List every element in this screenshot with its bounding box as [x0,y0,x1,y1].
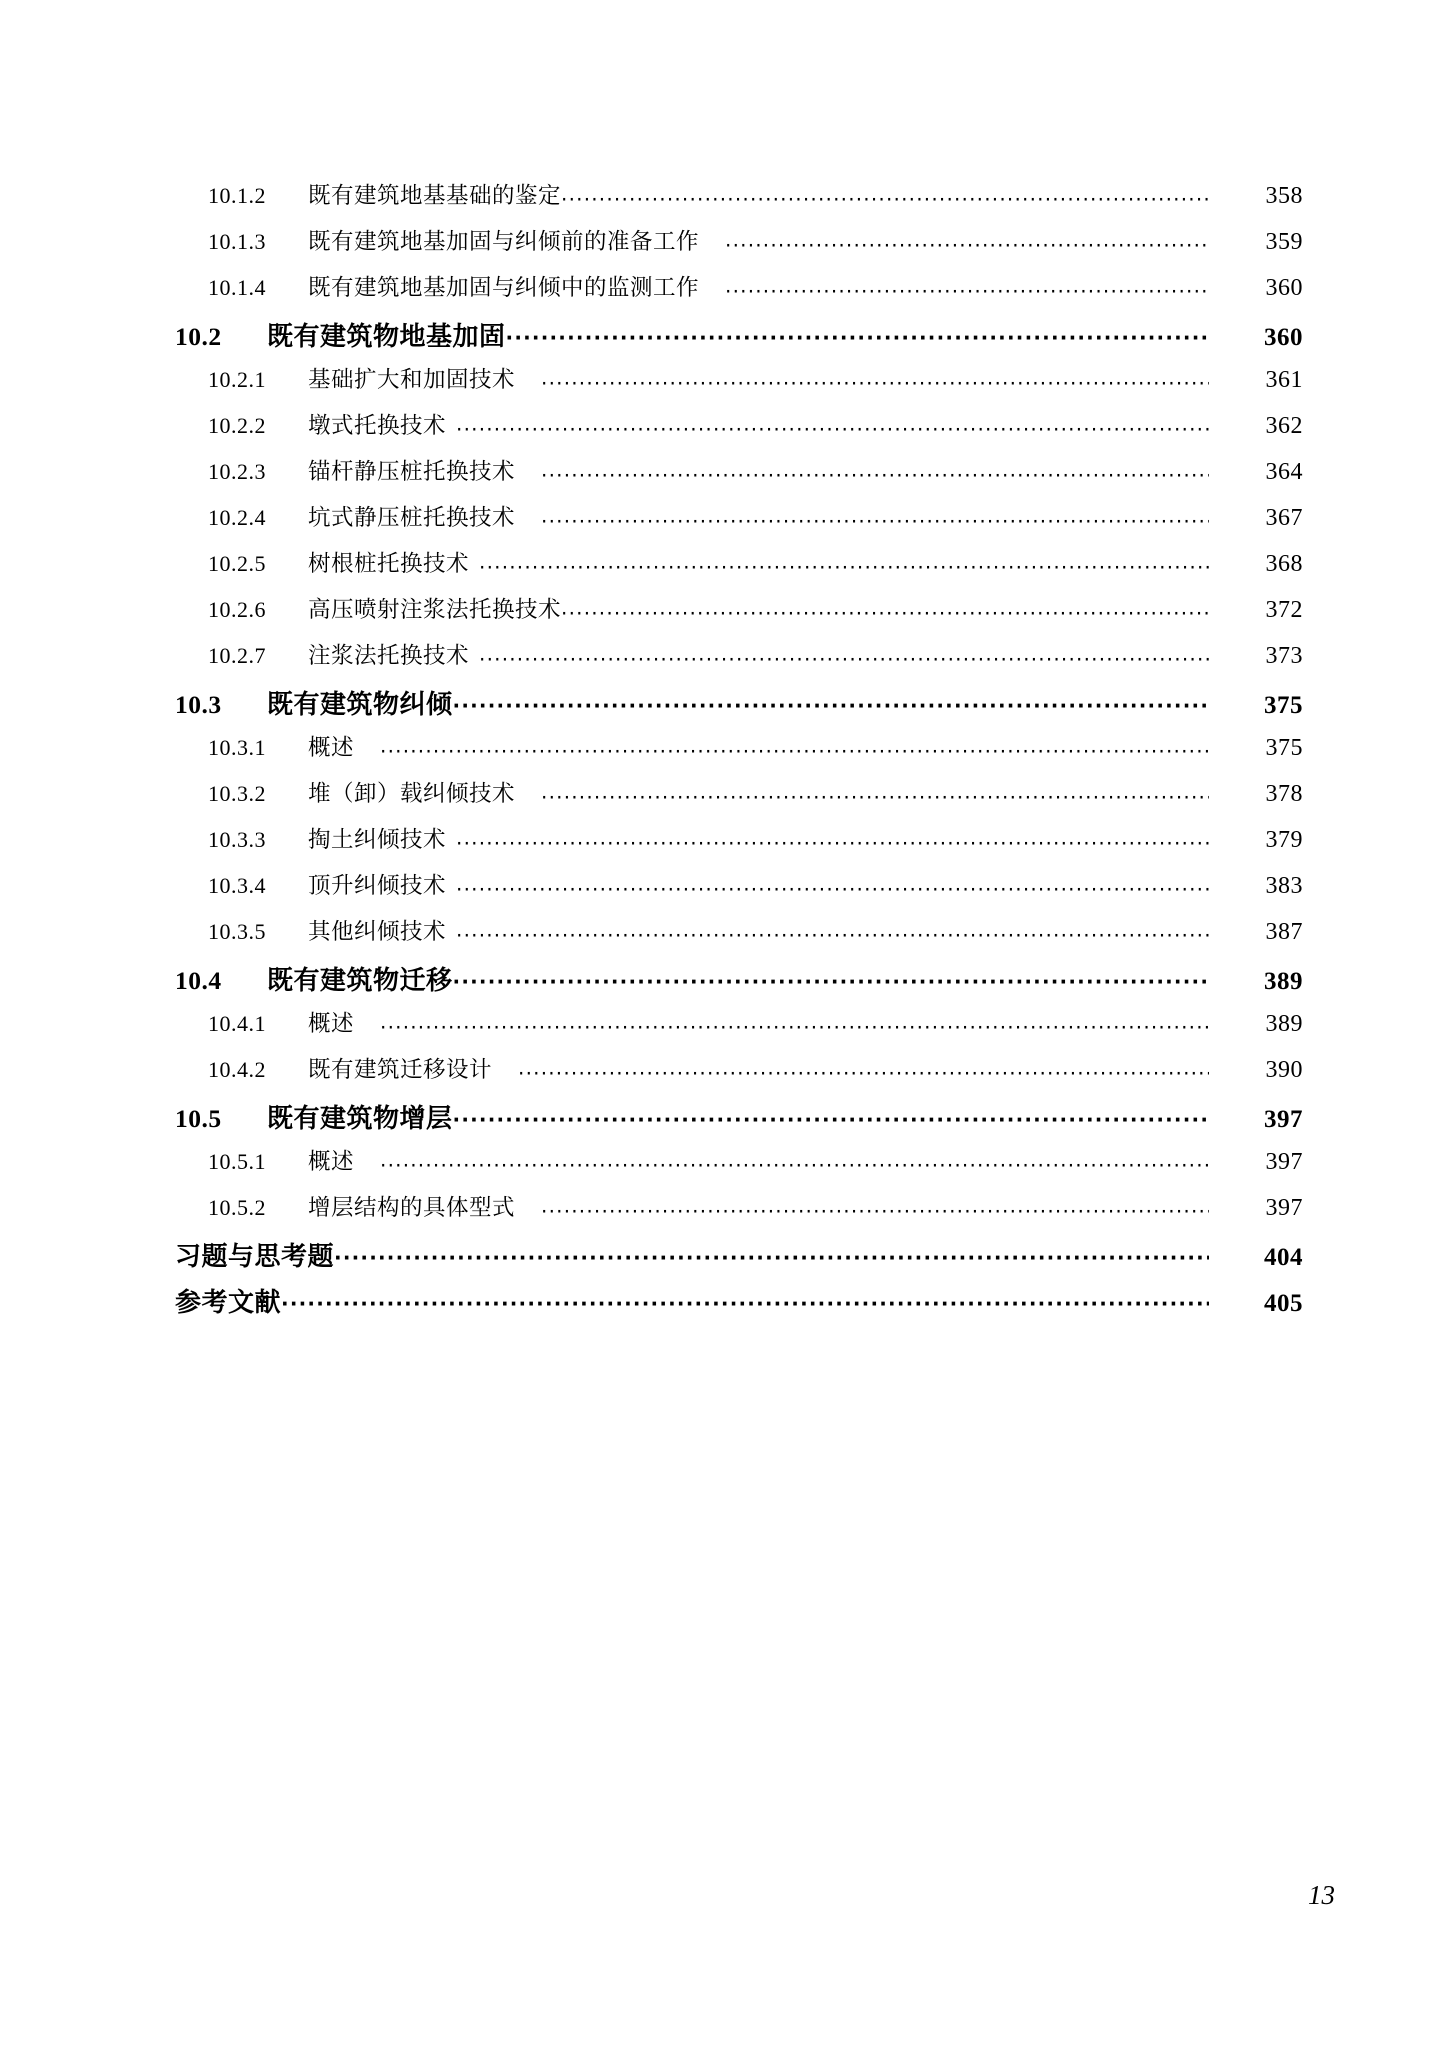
toc-entry-number: 10.5.1 [208,1149,266,1174]
toc-dot-leader [456,880,1209,902]
toc-entry[interactable] [208,776,1303,822]
toc-entry-page-number: 359 [1265,229,1303,255]
toc-dot-leader [456,926,1209,948]
toc-entry-title: 参考文献 [175,1288,282,1318]
toc-entry-title: 概述 [308,735,355,761]
toc-entry-page-number: 375 [1264,692,1303,719]
toc-entry-number: 10.2.2 [208,413,266,438]
toc-entry-page-number: 358 [1265,183,1303,209]
toc-entry-number: 10.3.4 [208,873,266,898]
toc-dot-leader [506,326,1209,352]
toc-entry-number: 10.2.7 [208,643,266,668]
toc-entry-title: 增层结构的具体型式 [308,1195,516,1221]
toc-entry[interactable] [175,1098,1303,1144]
toc-dot-leader [541,374,1209,396]
toc-dot-leader [380,1018,1209,1040]
toc-entry-number: 10.3.1 [208,735,266,760]
toc-entry-page-number: 360 [1265,275,1303,301]
toc-entry-page-number: 405 [1264,1290,1303,1317]
toc-entry[interactable] [208,1144,1303,1190]
toc-entry-title: 既有建筑物增层 [267,1104,453,1134]
toc-entry-page-number: 360 [1264,324,1303,351]
toc-entry-number: 10.2.4 [208,505,266,530]
toc-entry-page-number: 397 [1265,1195,1303,1221]
toc-entry-page-number: 379 [1265,827,1303,853]
toc-entry-title: 既有建筑物纠倾 [267,690,453,720]
toc-entry-number: 10.2 [175,322,222,351]
toc-entry[interactable] [208,592,1303,638]
toc-entry-title: 锚杆静压桩托换技术 [308,459,516,485]
toc-entry-page-number: 372 [1265,597,1303,623]
toc-entry[interactable] [208,546,1303,592]
toc-entry[interactable] [208,408,1303,454]
toc-entry-title: 坑式静压桩托换技术 [308,505,516,531]
toc-entry-page-number: 373 [1265,643,1303,669]
toc-entry-page-number: 378 [1265,781,1303,807]
toc-entry[interactable] [208,362,1303,408]
toc-entry-title: 掏土纠倾技术 [308,827,447,853]
toc-entry-page-number: 389 [1265,1011,1303,1037]
toc-entry[interactable] [208,500,1303,546]
toc-entry-number: 10.2.1 [208,367,266,392]
toc-entry-title: 既有建筑物地基加固 [267,322,506,352]
toc-entry-page-number: 361 [1265,367,1303,393]
toc-dot-leader [541,512,1209,534]
toc-entry-page-number: 397 [1265,1149,1303,1175]
toc-entry-title: 顶升纠倾技术 [308,873,447,899]
toc-dot-leader [453,1108,1209,1134]
toc-dot-leader [456,834,1209,856]
toc-dot-leader [725,282,1209,304]
toc-entry[interactable] [208,1052,1303,1098]
toc-entry-title: 既有建筑地基加固与纠倾前的准备工作 [308,229,700,255]
toc-entry[interactable] [208,454,1303,500]
toc-entry-title: 既有建筑物迁移 [267,966,453,996]
toc-entry-page-number: 397 [1264,1106,1303,1133]
toc-dot-leader [541,466,1209,488]
toc-entry-page-number: 375 [1265,735,1303,761]
table-of-contents [175,178,1303,1328]
toc-entry-title: 墩式托换技术 [308,413,447,439]
toc-dot-leader [456,420,1209,442]
toc-entry-title: 习题与思考题 [175,1242,335,1272]
toc-entry[interactable] [175,684,1303,730]
toc-entry-title: 树根桩托换技术 [308,551,470,577]
toc-entry[interactable] [208,730,1303,776]
toc-entry-number: 10.3 [175,690,222,719]
toc-entry-number: 10.3.3 [208,827,266,852]
toc-entry-title: 既有建筑迁移设计 [308,1057,493,1083]
toc-entry-title: 基础扩大和加固技术 [308,367,516,393]
toc-entry-page-number: 404 [1264,1244,1303,1271]
toc-entry-title: 其他纠倾技术 [308,919,447,945]
toc-entry-title: 概述 [308,1149,355,1175]
toc-entry-number: 10.1.2 [208,183,266,208]
toc-dot-leader [380,1156,1209,1178]
toc-entry-number: 10.4.1 [208,1011,266,1036]
toc-entry-number: 10.4.2 [208,1057,266,1082]
toc-entry[interactable] [175,316,1303,362]
toc-entry-title: 注浆法托换技术 [308,643,470,669]
toc-entry-page-number: 387 [1265,919,1303,945]
toc-dot-leader [541,788,1209,810]
toc-entry[interactable] [208,822,1303,868]
toc-entry-page-number: 364 [1265,459,1303,485]
toc-dot-leader [561,190,1209,212]
toc-entry-page-number: 362 [1265,413,1303,439]
toc-entry-page-number: 390 [1265,1057,1303,1083]
toc-entry-number: 10.1.3 [208,229,266,254]
toc-entry-page-number: 383 [1265,873,1303,899]
toc-entry-number: 10.2.5 [208,551,266,576]
toc-entry-number: 10.2.3 [208,459,266,484]
toc-dot-leader [380,742,1209,764]
toc-dot-leader [479,558,1209,580]
toc-entry-number: 10.2.6 [208,597,266,622]
toc-entry-number: 10.5 [175,1104,222,1133]
toc-dot-leader [453,694,1209,720]
toc-dot-leader [479,650,1209,672]
toc-entry[interactable] [175,1236,1303,1282]
toc-entry[interactable] [208,178,1303,224]
toc-entry-title: 堆（卸）载纠倾技术 [308,781,516,807]
toc-entry[interactable] [208,1190,1303,1236]
toc-entry[interactable] [175,1282,1303,1328]
toc-entry-number: 10.4 [175,966,222,995]
toc-dot-leader [281,1292,1209,1318]
toc-entry-title: 既有建筑地基加固与纠倾中的监测工作 [308,275,700,301]
toc-entry[interactable] [208,1006,1303,1052]
toc-dot-leader [334,1246,1209,1272]
toc-entry-title: 概述 [308,1011,355,1037]
toc-dot-leader [453,970,1209,996]
toc-entry[interactable] [208,224,1303,270]
toc-entry-number: 10.3.2 [208,781,266,806]
toc-dot-leader [518,1064,1209,1086]
toc-entry[interactable] [208,914,1303,960]
toc-entry-number: 10.5.2 [208,1195,266,1220]
toc-entry-number: 10.1.4 [208,275,266,300]
toc-entry-page-number: 389 [1264,968,1303,995]
page-folio: 13 [1308,1880,1335,1910]
toc-entry[interactable] [208,638,1303,684]
toc-entry-title: 高压喷射注浆法托换技术 [308,597,562,623]
toc-entry-number: 10.3.5 [208,919,266,944]
toc-entry-page-number: 367 [1265,505,1303,531]
toc-dot-leader [541,1202,1209,1224]
toc-entry[interactable] [175,960,1303,1006]
toc-entry-page-number: 368 [1265,551,1303,577]
toc-entry[interactable] [208,270,1303,316]
toc-entry[interactable] [208,868,1303,914]
toc-dot-leader [561,604,1209,626]
toc-entry-title: 既有建筑地基基础的鉴定 [308,183,562,209]
toc-dot-leader [725,236,1209,258]
